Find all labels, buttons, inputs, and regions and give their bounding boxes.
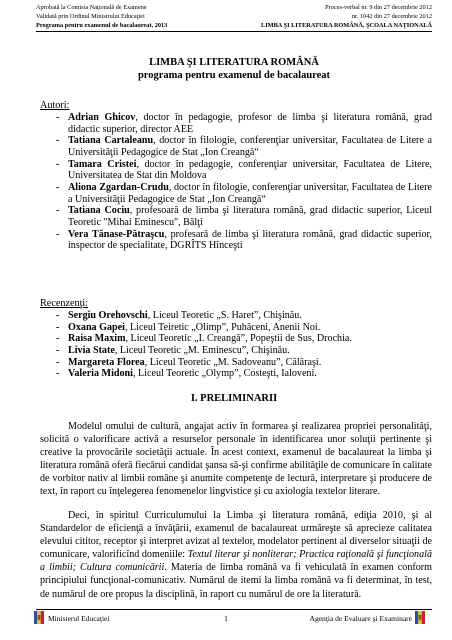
author-name: Vera Tănase-Pătraşcu <box>68 228 165 240</box>
list-item <box>56 229 432 252</box>
reviewer-details: , Liceul Teiretic „Olimp”, Puhăceni, Anenii Noi. <box>124 321 321 333</box>
reviewer-details: , Liceul Teoretic „M. Eminescu”, Chişinău. <box>114 344 290 356</box>
paragraph-text: Deci, în spiritul Curriculumului la Limba şi literatura română, ediţia 2010, şi al Standardelor de eficienţă a învăţării, examenul de bacalaureat urmăreşte să aprecieze calitatea elevului cititor, receptor şi interpret avizat al textelor, modelator pertinent al diverselor situaţii de comunicare, valorificînd domeniile: <box>40 510 432 561</box>
author-name: Tatiana Cartaleanu <box>68 135 154 147</box>
reviewer-name: Oxana Gapei <box>68 321 125 333</box>
reviewer-details: , Liceul Teoretic „M. Sadoveanu”, Călăraşi. <box>144 356 322 368</box>
list-item <box>56 345 432 357</box>
footer-agency: Agenţia de Evaluare şi Examinare <box>309 614 412 623</box>
author-details: , doctor în filologie, conferenţiar universitar, Facultatea de Litere a Universităţii Pedagogice de Stat „Ion Creangă“ <box>68 135 432 158</box>
coat-of-arms-icon <box>415 611 425 624</box>
authors-label: Autori: <box>40 100 70 111</box>
reviewer-name: Valeria Midoni <box>68 368 133 380</box>
reviewer-name: Raisa Maxim <box>68 333 126 345</box>
list-item <box>56 112 432 135</box>
author-details: , doctor în pedagogie, profesor de limba şi literatura română, grad didactic superior, director AEE <box>68 112 432 135</box>
document-subtitle: programa pentru examenul de bacalaureat <box>137 70 331 81</box>
list-item <box>56 310 432 322</box>
author-name: Tatiana Cociu <box>68 205 130 217</box>
list-item <box>56 205 432 228</box>
document-title: LIMBA ŞI LITERATURA ROMÂNĂ <box>149 57 319 68</box>
domains-italic: Textul literar şi nonliterar; Practica raţională şi funcţională a limbii; Cultura comunicării <box>40 549 432 574</box>
reviewer-details: , Liceul Teoretic „Olymp”, Costeşti, Ialoveni. <box>132 368 317 380</box>
author-details: , profesară de limba şi literatura română, grad didactic superior, inspector de specialitate, DGRÎTS Hînceşti <box>68 228 432 252</box>
header-subject: LIMBA ŞI LITERATURA ROMÂNĂ, ŞCOALA NAŢIONALĂ <box>261 22 432 29</box>
list-item <box>56 182 432 205</box>
author-name: Tamara Cristei <box>68 158 137 170</box>
list-item <box>56 368 432 380</box>
list-item <box>56 135 432 158</box>
header-approval: Aprobată la Comisia Naţională de Examene <box>36 4 147 11</box>
page-number: 1 <box>224 614 228 623</box>
header-order-number: nr. 1042 din 27 decembrie 2012 <box>351 13 432 20</box>
list-item <box>56 333 432 345</box>
reviewer-details: , Liceul Teoretic „S. Haret”, Chişinău. <box>147 310 302 321</box>
author-details: , profesoară de limba şi literatura română, grad didactic superior, Liceul Teoretic "Mihai Eminescu", Bălţi <box>68 205 432 228</box>
reviewers-list <box>56 310 432 380</box>
list-item <box>56 322 432 334</box>
header-validation: Validată prin Ordinul Ministrului Educaţiei <box>36 13 145 20</box>
list-item <box>56 159 432 182</box>
authors-list <box>56 112 432 252</box>
paragraph-intro: Modelul omului de cultură, angajat activ în formarea şi realizarea propriei personalităţi, solicită o valorificare activă a resurselor personale în identificarea unor soluţii pertinente şi creative la provocările societăţii actuale. În acest context, examenul de bacalaureat la limba şi literatura română oferă fiecărui candidat şansa să-şi confirme abilităţile de comunicare în calitate de vorbitor nativ al limbii române şi anumite competenţe de lectură, interpretare şi producere de text, în raport cu înţelegerea fenomenelor lingvistice şi cu axiologia textelor literare. <box>40 421 432 498</box>
author-name: Aliona Zgardan-Crudu <box>68 181 169 193</box>
header-programme: Programa pentru examenul de bacalaureat, 2013 <box>36 22 168 29</box>
author-details: , doctor în pedagogie, conferenţiar universitar, Facultatea de Litere, Universitatea de Stat din Moldova <box>68 158 432 182</box>
footer-ministry: Ministerul Educaţiei <box>48 614 110 623</box>
paragraph-curriculum <box>40 509 432 601</box>
list-item <box>56 357 432 369</box>
author-details: , doctor în filologie, conferenţiar universitar, Facultatea de Litere a Universităţii Pedagogice de Stat „Ion Creangă“ <box>68 181 432 205</box>
reviewer-name: Livia State <box>68 344 115 356</box>
paragraph-text: . Materia de limba română va fi vehiculată în examen conform principiului funcţional-comunicativ. Numărul de itemi la limba română va fi determinat, în test, de numărul de ore propus la disciplină, în raport cu numărul de ore la literatură. <box>40 562 432 600</box>
header-divider <box>36 31 432 32</box>
reviewer-name: Sergiu Orehovschi <box>68 310 148 321</box>
header-minutes: Proces-verbal nr. 9 din 27 decembrie 2012 <box>325 4 432 11</box>
reviewer-details: , Liceul Teoretic „I. Creangă”, Popeştii de Sus, Drochia. <box>125 333 352 345</box>
author-name: Adrian Ghicov <box>68 112 136 123</box>
section-heading: I. PRELIMINARII <box>190 393 278 404</box>
reviewers-label: Recenzenţi: <box>40 298 89 309</box>
reviewer-name: Margareta Florea <box>68 356 145 368</box>
footer-divider <box>36 609 432 610</box>
